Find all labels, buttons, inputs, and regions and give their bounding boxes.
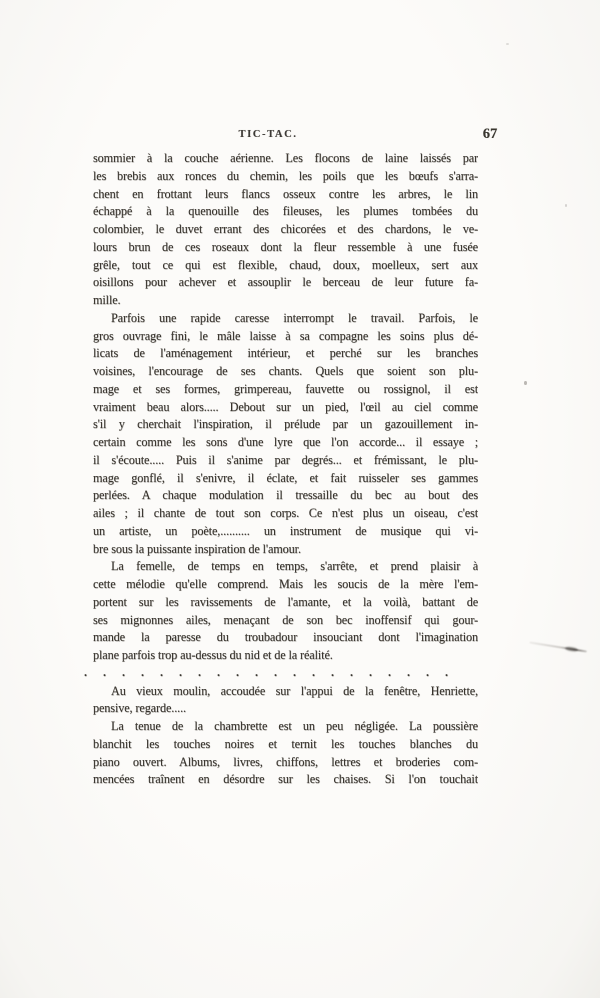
text-block: [84, 150, 478, 789]
text-line: sommier à la couche aérienne. Les flocons de laine laissés par: [93, 151, 478, 165]
text-line: mille.: [93, 293, 121, 307]
text-line: Parfois une rapide caresse interrompt le travail. Parfois, le: [111, 310, 478, 325]
text-line: les brebis aux ronces du chemin, les poils que les bœufs s'arra-: [93, 168, 478, 183]
text-line: grêle, tout ce qui est flexible, chaud, doux, moelleux, sert aux: [93, 257, 478, 272]
separator-dot: .: [350, 664, 353, 679]
separator-dot: .: [103, 664, 106, 679]
separator-dot: .: [236, 664, 239, 679]
text-line: chent en frottant leurs flancs osseux contre les arbres, le lin: [93, 186, 478, 201]
text-line: perlées. A chaque modulation il tressaille du bec au bout des: [93, 488, 478, 503]
text-line: plane parfois trop au-dessus du nid et de la réalité.: [93, 648, 333, 662]
text-line: portent sur les ravissements de l'amante, et la voilà, battant de: [93, 594, 478, 609]
separator-dot: .: [407, 664, 410, 679]
paper-speck: [506, 43, 509, 45]
separator-dot: .: [274, 664, 277, 679]
dots-separator: [84, 665, 448, 683]
text-line: ailes ; il chante de tout son corps. Ce n'est plus un oiseau, c'est: [93, 506, 478, 520]
separator-dot: .: [312, 664, 315, 679]
text-line: voisines, l'encourage de ses chants. Quels que soient son plu-: [93, 364, 478, 378]
separator-dot: .: [388, 664, 391, 679]
text-line: bre sous la puissante inspiration de l'amour.: [93, 541, 301, 556]
text-line: mencées traînent en désordre sur les chaises. Si l'on touchait: [93, 772, 478, 787]
separator-dot: .: [293, 664, 296, 679]
text-line: licats de l'aménagement intérieur, et perché sur les branches: [93, 346, 478, 361]
text-line: mage gonflé, il s'enivre, il éclate, et fait ruisseler ses gammes: [93, 470, 478, 485]
text-line: piano ouvert. Albums, livres, chiffons, lettres et broderies com-: [93, 754, 478, 769]
text-line: certain comme les sons d'une lyre que l'on accorde... il essaye ;: [93, 435, 478, 449]
separator-dot: .: [426, 664, 429, 679]
separator-dot: .: [217, 664, 220, 679]
text-line: échappé à la quenouille des fileuses, les plumes tombées du: [93, 204, 478, 219]
separator-dot: .: [179, 664, 182, 679]
paper-speck: [565, 204, 567, 207]
text-line: lours brun de ces roseaux dont la fleur ressemble à une fusée: [93, 239, 478, 254]
paper-speck: [524, 381, 527, 385]
separator-dot: .: [84, 664, 87, 679]
text-line: La tenue de la chambrette est un peu négligée. La poussière: [111, 719, 478, 733]
text-line: mande la paresse du troubadour insouciant dont l'imagination: [93, 630, 478, 645]
text-line: colombier, le duvet errant des chicorées et des chardons, le ve-: [93, 222, 478, 236]
page-number: 67: [482, 126, 498, 142]
text-line: il s'écoute..... Puis il s'anime par degrés... et frémissant, le plu-: [93, 452, 478, 467]
separator-dot: .: [122, 664, 125, 679]
separator-dot: .: [255, 664, 258, 679]
separator-dot: .: [445, 664, 448, 679]
running-title: TIC-TAC.: [238, 129, 298, 140]
text-line: mage et ses formes, grimpereau, fauvette ou rossignol, il est: [93, 381, 478, 396]
text-line: cette mélodie qu'elle comprend. Mais les soucis de la mère l'em-: [93, 577, 478, 591]
separator-dot: .: [198, 664, 201, 679]
separator-dot: .: [331, 664, 334, 679]
separator-dot: .: [141, 664, 144, 679]
text-line: blanchit les touches noires et ternit les touches blanches du: [93, 736, 478, 751]
text-line: ses mignonnes ailes, menaçant de son bec inoffensif qui gour-: [93, 612, 478, 627]
separator-dot: .: [160, 664, 163, 679]
text-line: La femelle, de temps en temps, s'arrête, et prend plaisir à: [111, 559, 478, 574]
text-line: vraiment beau alors..... Debout sur un pied, l'œil au ciel comme: [93, 399, 478, 414]
separator-dot: .: [369, 664, 372, 679]
text-line: Au vieux moulin, accoudée sur l'appui de la fenêtre, Henriette,: [111, 683, 478, 698]
text-line: pensive, regarde.....: [93, 701, 186, 716]
text-line: gros ouvrage fini, le mâle laisse à sa compagne les soins plus dé-: [93, 328, 478, 343]
text-line: un artiste, un poète,.......... un instrument de musique qui vi-: [93, 523, 478, 538]
text-line: s'il y cherchait l'inspiration, il prélude par un gazouillement in-: [93, 417, 478, 432]
text-line: oisillons pour achever et assouplir le berceau de leur future fa-: [93, 275, 478, 290]
